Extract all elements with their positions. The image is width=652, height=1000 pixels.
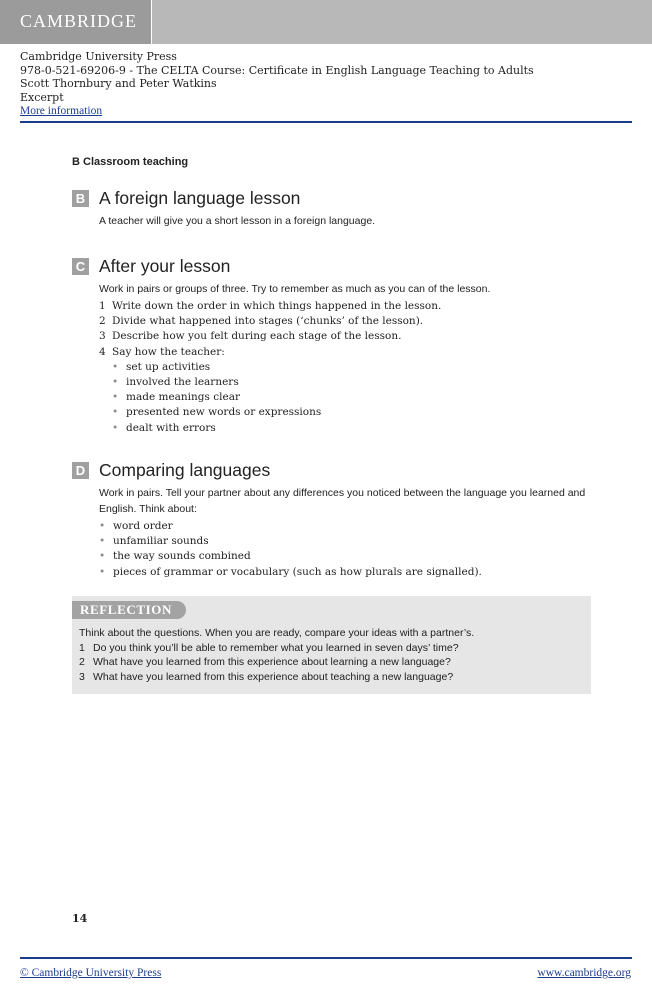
section-c-title: After your lesson [99,256,231,276]
bullet-icon: • [112,375,119,388]
sub-list-item: • involved the learners [99,375,441,390]
section-d-title: Comparing languages [99,460,271,480]
bullet-icon: • [99,535,106,548]
logo-text: CAMBRIDGE [20,11,138,31]
bullet-item: • pieces of grammar or vocabulary (such as how plurals are signalled). [99,565,482,580]
section-c-letter: C [72,258,89,275]
bullet-item: • the way sounds combined [99,549,482,564]
sub-list-item: • presented new words or expressions [99,405,441,420]
sub-list-item: • dealt with errors [99,421,441,436]
bullet-icon: • [99,565,106,578]
more-information-link[interactable]: More information [20,105,103,118]
section-d-list [99,519,482,580]
reflection-box [72,596,591,694]
section-d-intro: Work in pairs. Tell your partner about any differences you noticed between the language you learned and English. Think about: [99,487,586,515]
section-d-heading [72,460,270,481]
bullet-icon: • [112,391,119,404]
footer-divider [20,957,632,959]
section-c-intro: Work in pairs or groups of three. Try to remember as much as you can of the lesson. [99,283,491,295]
section-b-heading [72,188,300,209]
bullet-icon: • [99,550,106,563]
section-b-letter: B [72,190,89,207]
sub-list-item: • made meanings clear [99,390,441,405]
bullet-icon: • [112,406,119,419]
reflection-intro: Think about the questions. When you are ready, compare your ideas with a partner’s. [79,627,475,639]
header-divider [20,121,632,123]
reflection-question: 3 What have you learned from this experience about teaching a new language? [79,670,454,683]
sub-list-item: • set up activities [99,360,441,375]
cambridge-logo [0,0,152,44]
reflection-body [79,626,474,684]
copyright-link[interactable]: © Cambridge University Press [20,967,162,979]
section-b-title: A foreign language lesson [99,188,301,208]
bullet-icon: • [99,520,106,532]
list-item: 2 Divide what happened into stages (‘chunks’ of the lesson). [99,315,424,328]
bullet-icon: • [112,360,119,373]
reflection-question: 1 Do you think you’ll be able to remember what you learned in seven days’ time? [79,641,459,654]
section-d-letter: D [72,462,89,479]
authors: Scott Thornbury and Peter Watkins [20,77,217,91]
section-c-heading [72,256,230,277]
excerpt-label: Excerpt [20,90,64,104]
list-item: 4 Say how the teacher: [99,345,225,358]
page-number: 14 [72,912,88,925]
bullet-icon: • [112,421,119,434]
running-head: B Classroom teaching [72,156,189,168]
top-banner [0,0,652,44]
list-item: 1 Write down the order in which things happened in the lesson. [99,300,442,312]
bullet-item: • word order [99,519,482,534]
publisher: Cambridge University Press [20,50,177,63]
isbn-title: 978-0-521-69206-9 - The CELTA Course: Certificate in English Language Teaching to Adults [20,63,534,77]
list-item: 3 Describe how you felt during each stage of the lesson. [99,330,402,343]
book-metadata [20,50,534,119]
bullet-item: • unfamiliar sounds [99,534,482,549]
section-b-intro: A teacher will give you a short lesson in a foreign language. [99,215,376,227]
website-link[interactable]: www.cambridge.org [537,967,631,979]
section-c-list [99,299,441,436]
reflection-question: 2 What have you learned from this experience about learning a new language? [79,656,451,668]
reflection-label: REFLECTION [72,601,186,619]
